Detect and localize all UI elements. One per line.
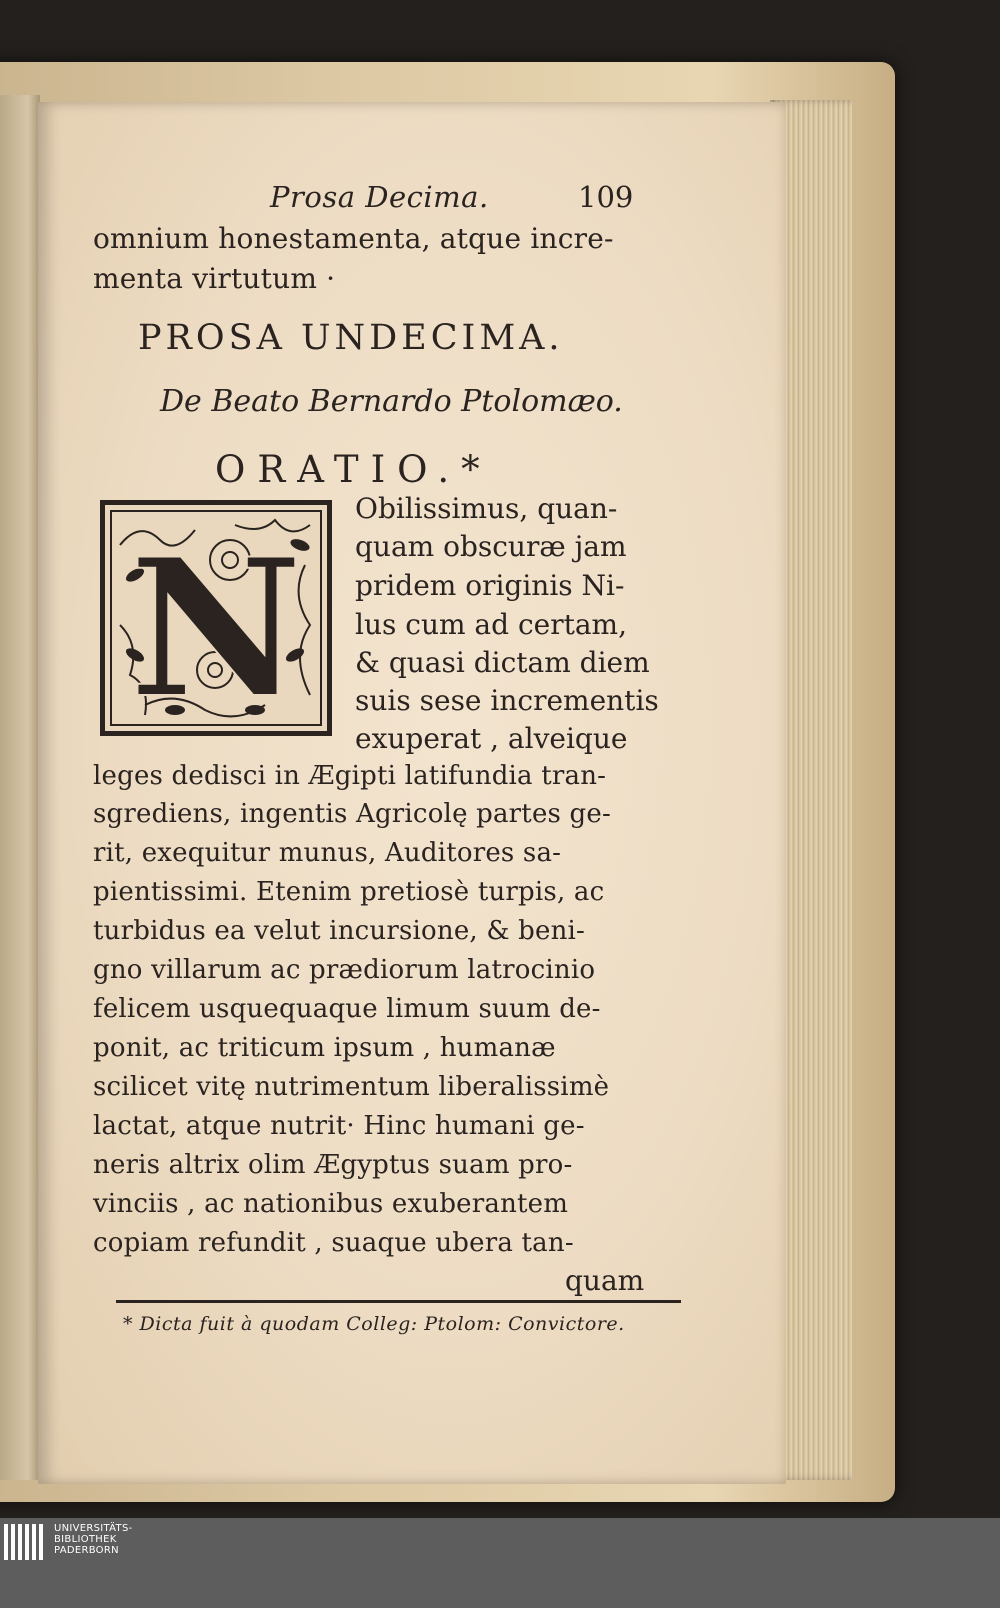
footnote: * Dicta fuit à quodam Colleg: Ptolom: Convictore. (123, 1313, 625, 1335)
text-line: sgrediens, ingentis Agricolę partes ge- (93, 799, 611, 829)
text-line: menta virtutum · (93, 262, 336, 295)
text-line: quam obscuræ jam (355, 530, 627, 563)
library-name-line: BIBLIOTHEK (54, 1534, 117, 1545)
initial-letter: N (129, 517, 303, 731)
text-line: suis sese incrementis (355, 684, 659, 717)
decorated-initial (100, 500, 332, 736)
running-header: Prosa Decima. (270, 180, 489, 214)
catchword: quam (565, 1264, 645, 1297)
text-line: leges dedisci in Ægipti latifundia tran- (93, 761, 607, 791)
oratio-heading: ORATIO.* (215, 448, 492, 491)
text-line: scilicet vitę nutrimentum liberalissimè (93, 1072, 610, 1102)
section-title: PROSA UNDECIMA. (138, 318, 564, 358)
text-line: exuperat , alveique (355, 722, 628, 755)
left-page-edge (0, 95, 40, 1480)
page-number: 109 (578, 180, 634, 214)
text-line: & quasi dictam diem (355, 646, 650, 679)
text-line: vinciis , ac nationibus exuberantem (93, 1189, 569, 1219)
text-line: rit, exequitur munus, Auditores sa- (93, 838, 562, 868)
text-line: pientissimi. Etenim pretiosè turpis, ac (93, 877, 605, 907)
footnote-rule (116, 1300, 681, 1303)
text-line: pridem originis Ni- (355, 569, 625, 602)
text-line: turbidus ea velut incursione, & beni- (93, 916, 586, 946)
section-subtitle: De Beato Bernardo Ptolomæo. (160, 384, 623, 419)
book-page (38, 102, 786, 1484)
library-name-line: UNIVERSITÄTS- (54, 1523, 133, 1534)
text-line: ponit, ac triticum ipsum , humanæ (93, 1033, 556, 1063)
text-line: copiam refundit , suaque ubera tan- (93, 1228, 574, 1258)
floral-initial-icon (105, 505, 327, 731)
text-line: lus cum ad certam, (355, 608, 627, 641)
text-line: omnium honestamenta, atque incre- (93, 222, 614, 255)
library-name-line: PADERBORN (54, 1545, 119, 1556)
library-footer-bar (0, 1518, 1000, 1608)
text-line: felicem usquequaque limum suum de- (93, 994, 601, 1024)
text-line: Obilissimus, quan- (355, 492, 618, 525)
text-line: neris altrix olim Ægyptus suam pro- (93, 1150, 573, 1180)
library-logo-icon (4, 1522, 50, 1562)
text-line: gno villarum ac prædiorum latrocinio (93, 955, 596, 985)
text-line: lactat, atque nutrit· Hinc humani ge- (93, 1111, 585, 1141)
